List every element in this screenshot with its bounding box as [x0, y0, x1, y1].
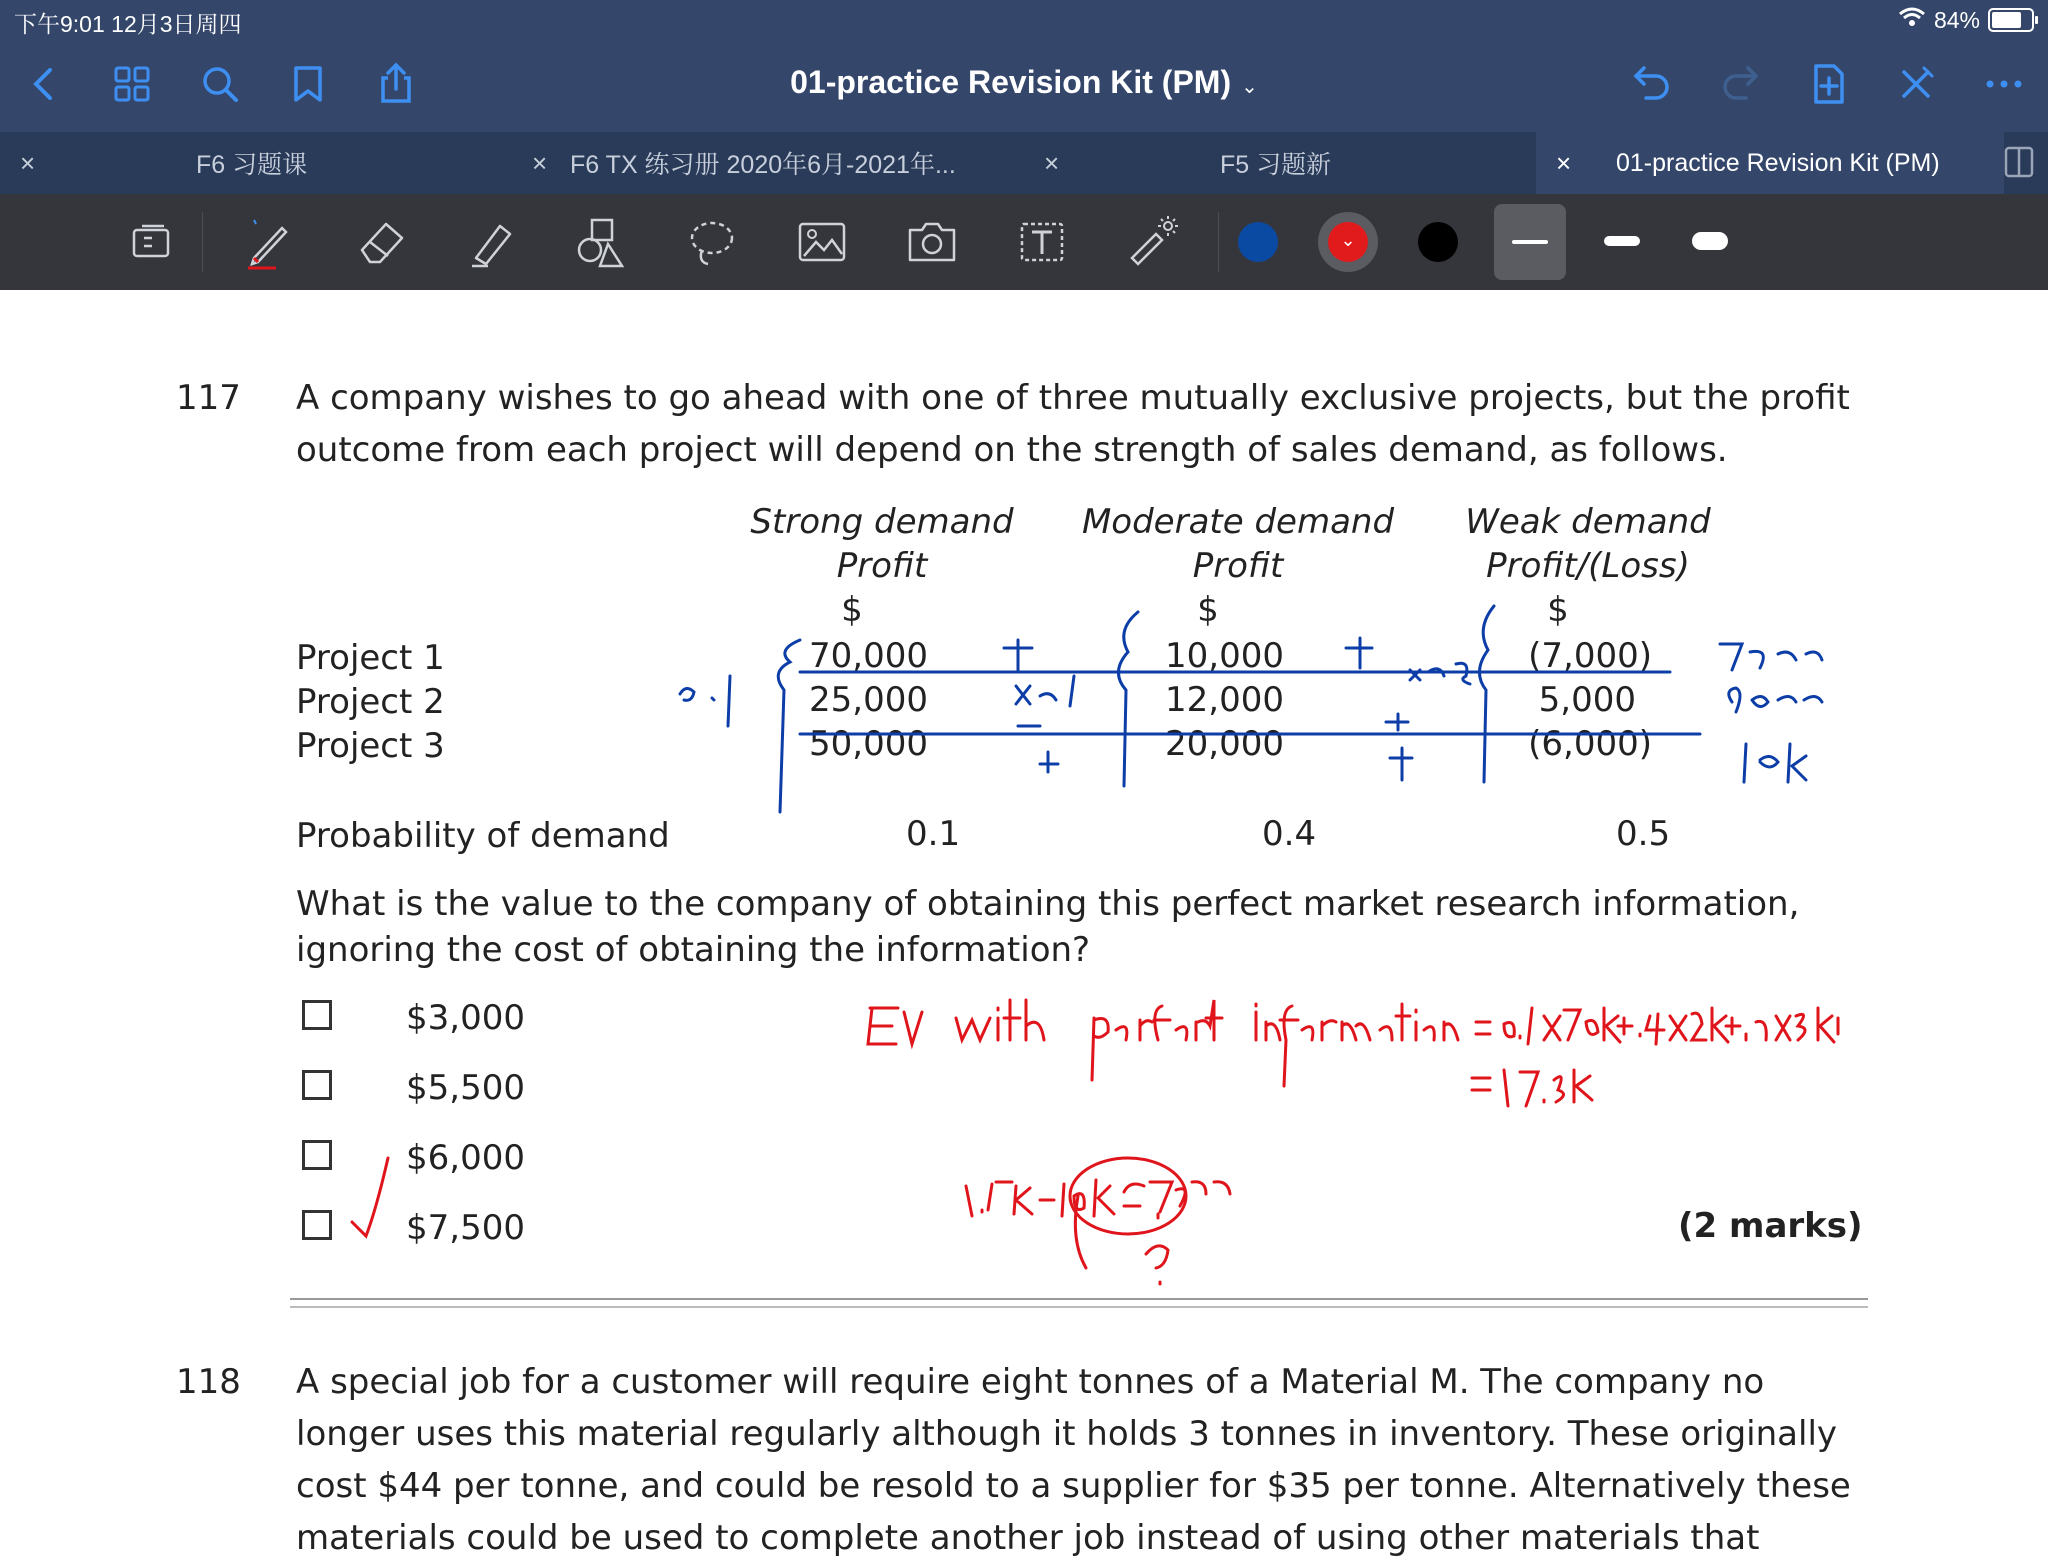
question-number: 117 — [176, 378, 241, 418]
question-text-line1: What is the value to the company of obtaining this perfect market research information, — [296, 884, 1800, 924]
option-b-label: $5,500 — [406, 1068, 525, 1108]
col-unit-weak: $ — [1547, 590, 1569, 630]
handwriting-17-5k — [1472, 1070, 1592, 1106]
close-tab-icon[interactable]: × — [1044, 147, 1060, 178]
chevron-down-icon[interactable]: ⌄ — [1241, 76, 1258, 98]
battery-percent: 84% — [1933, 6, 1980, 33]
question-number: 118 — [176, 1362, 241, 1402]
handwriting — [712, 676, 730, 726]
question-intro-line1: A company wishes to go ahead with one of three mutually exclusive projects, but the profit — [296, 378, 1850, 418]
tab-label: F6 习题课 — [196, 151, 308, 179]
handwriting-9000 — [1729, 688, 1822, 712]
cell-value: 12,000 — [1165, 680, 1284, 720]
plus-mark — [1346, 638, 1372, 668]
col-unit-moderate: $ — [1197, 590, 1219, 630]
close-tab-icon[interactable]: × — [1556, 147, 1572, 178]
probability-weak: 0.5 — [1616, 814, 1671, 854]
handwriting-ev-formula — [1476, 1008, 1838, 1044]
handwriting-ev — [868, 1008, 922, 1044]
chevron-down-icon: ⌄ — [1328, 222, 1368, 262]
question-text-line2: ignoring the cost of obtaining the information? — [296, 930, 1091, 970]
handwriting-with — [956, 1000, 1044, 1040]
handwriting — [1410, 663, 1470, 684]
col-subheader-strong: Profit — [836, 546, 928, 586]
q118-line3: cost $44 per tonne, and could be resold to a supplier for $35 per tonne. Alternatively these — [296, 1466, 1851, 1506]
probability-label: Probability of demand — [296, 816, 670, 856]
probability-moderate: 0.4 — [1262, 814, 1317, 854]
cell-value: 5,000 — [1538, 680, 1636, 720]
col-subheader-moderate: Profit — [1192, 546, 1284, 586]
blue-ink-strokes — [680, 606, 1822, 812]
cell-value: 25,000 — [809, 680, 928, 720]
handwriting-information — [1256, 1004, 1458, 1086]
option-c-label: $6,000 — [406, 1138, 525, 1178]
tab-label: F6 TX 练习册 2020年6月-2021年... — [570, 151, 956, 179]
handwriting — [680, 688, 694, 700]
tab-label: 01-practice Revision Kit (PM) — [1616, 148, 1940, 177]
cell-value: (6,000) — [1528, 724, 1652, 764]
col-subheader-weak: Profit/(Loss) — [1486, 546, 1690, 586]
cell-value: (7,000) — [1528, 636, 1652, 676]
option-d-label: $7,500 — [406, 1208, 525, 1248]
close-tab-icon[interactable]: × — [532, 147, 548, 178]
document-title-label: 01-practice Revision Kit (PM) — [790, 64, 1232, 100]
cell-value: 70,000 — [809, 636, 928, 676]
cell-value: 10,000 — [1165, 636, 1284, 676]
row-label-project-2: Project 2 — [296, 682, 445, 722]
handwriting-7500 — [1720, 644, 1822, 670]
plus-mark — [1386, 714, 1412, 780]
status-time-date: 下午9:01 12月3日周四 — [14, 11, 242, 37]
handwriting — [1016, 676, 1074, 706]
plus-mark — [1004, 640, 1032, 672]
bracket — [1479, 606, 1494, 782]
col-header-strong: Strong demand — [750, 502, 1014, 542]
probability-strong: 0.1 — [906, 814, 961, 854]
question-mark — [1146, 1246, 1168, 1284]
marks-label: (2 marks) — [1678, 1206, 1863, 1246]
q118-line2: longer uses this material regularly although it holds 3 tonnes in inventory. These originally — [296, 1414, 1838, 1454]
close-tab-icon[interactable]: × — [20, 147, 36, 178]
bracket — [1118, 612, 1138, 786]
tab-label: F5 习题新 — [1220, 151, 1332, 179]
question-intro-line2: outcome from each project will depend on the strength of sales demand, as follows. — [296, 430, 1728, 470]
red-ink-strokes — [352, 1000, 1838, 1284]
checkmark — [352, 1158, 388, 1236]
col-header-moderate: Moderate demand — [1081, 502, 1395, 542]
handwriting-10k — [1744, 744, 1806, 782]
handwriting-calc — [966, 1180, 1230, 1218]
row-label-project-1: Project 1 — [296, 638, 445, 678]
bracket — [778, 640, 800, 812]
circled-term — [1070, 1158, 1186, 1234]
q118-line4: materials could be used to complete another job instead of using other materials that — [296, 1518, 1760, 1558]
option-a-label: $3,000 — [406, 998, 525, 1038]
cell-value: 20,000 — [1165, 724, 1284, 764]
q118-line1: A special job for a customer will require eight tonnes of a Material M. The company no — [296, 1362, 1765, 1402]
row-label-project-3: Project 3 — [296, 726, 445, 766]
col-header-weak: Weak demand — [1465, 502, 1711, 542]
cell-value: 50,000 — [809, 724, 928, 764]
col-unit-strong: $ — [841, 590, 863, 630]
handwriting-perfect — [1092, 1000, 1222, 1080]
